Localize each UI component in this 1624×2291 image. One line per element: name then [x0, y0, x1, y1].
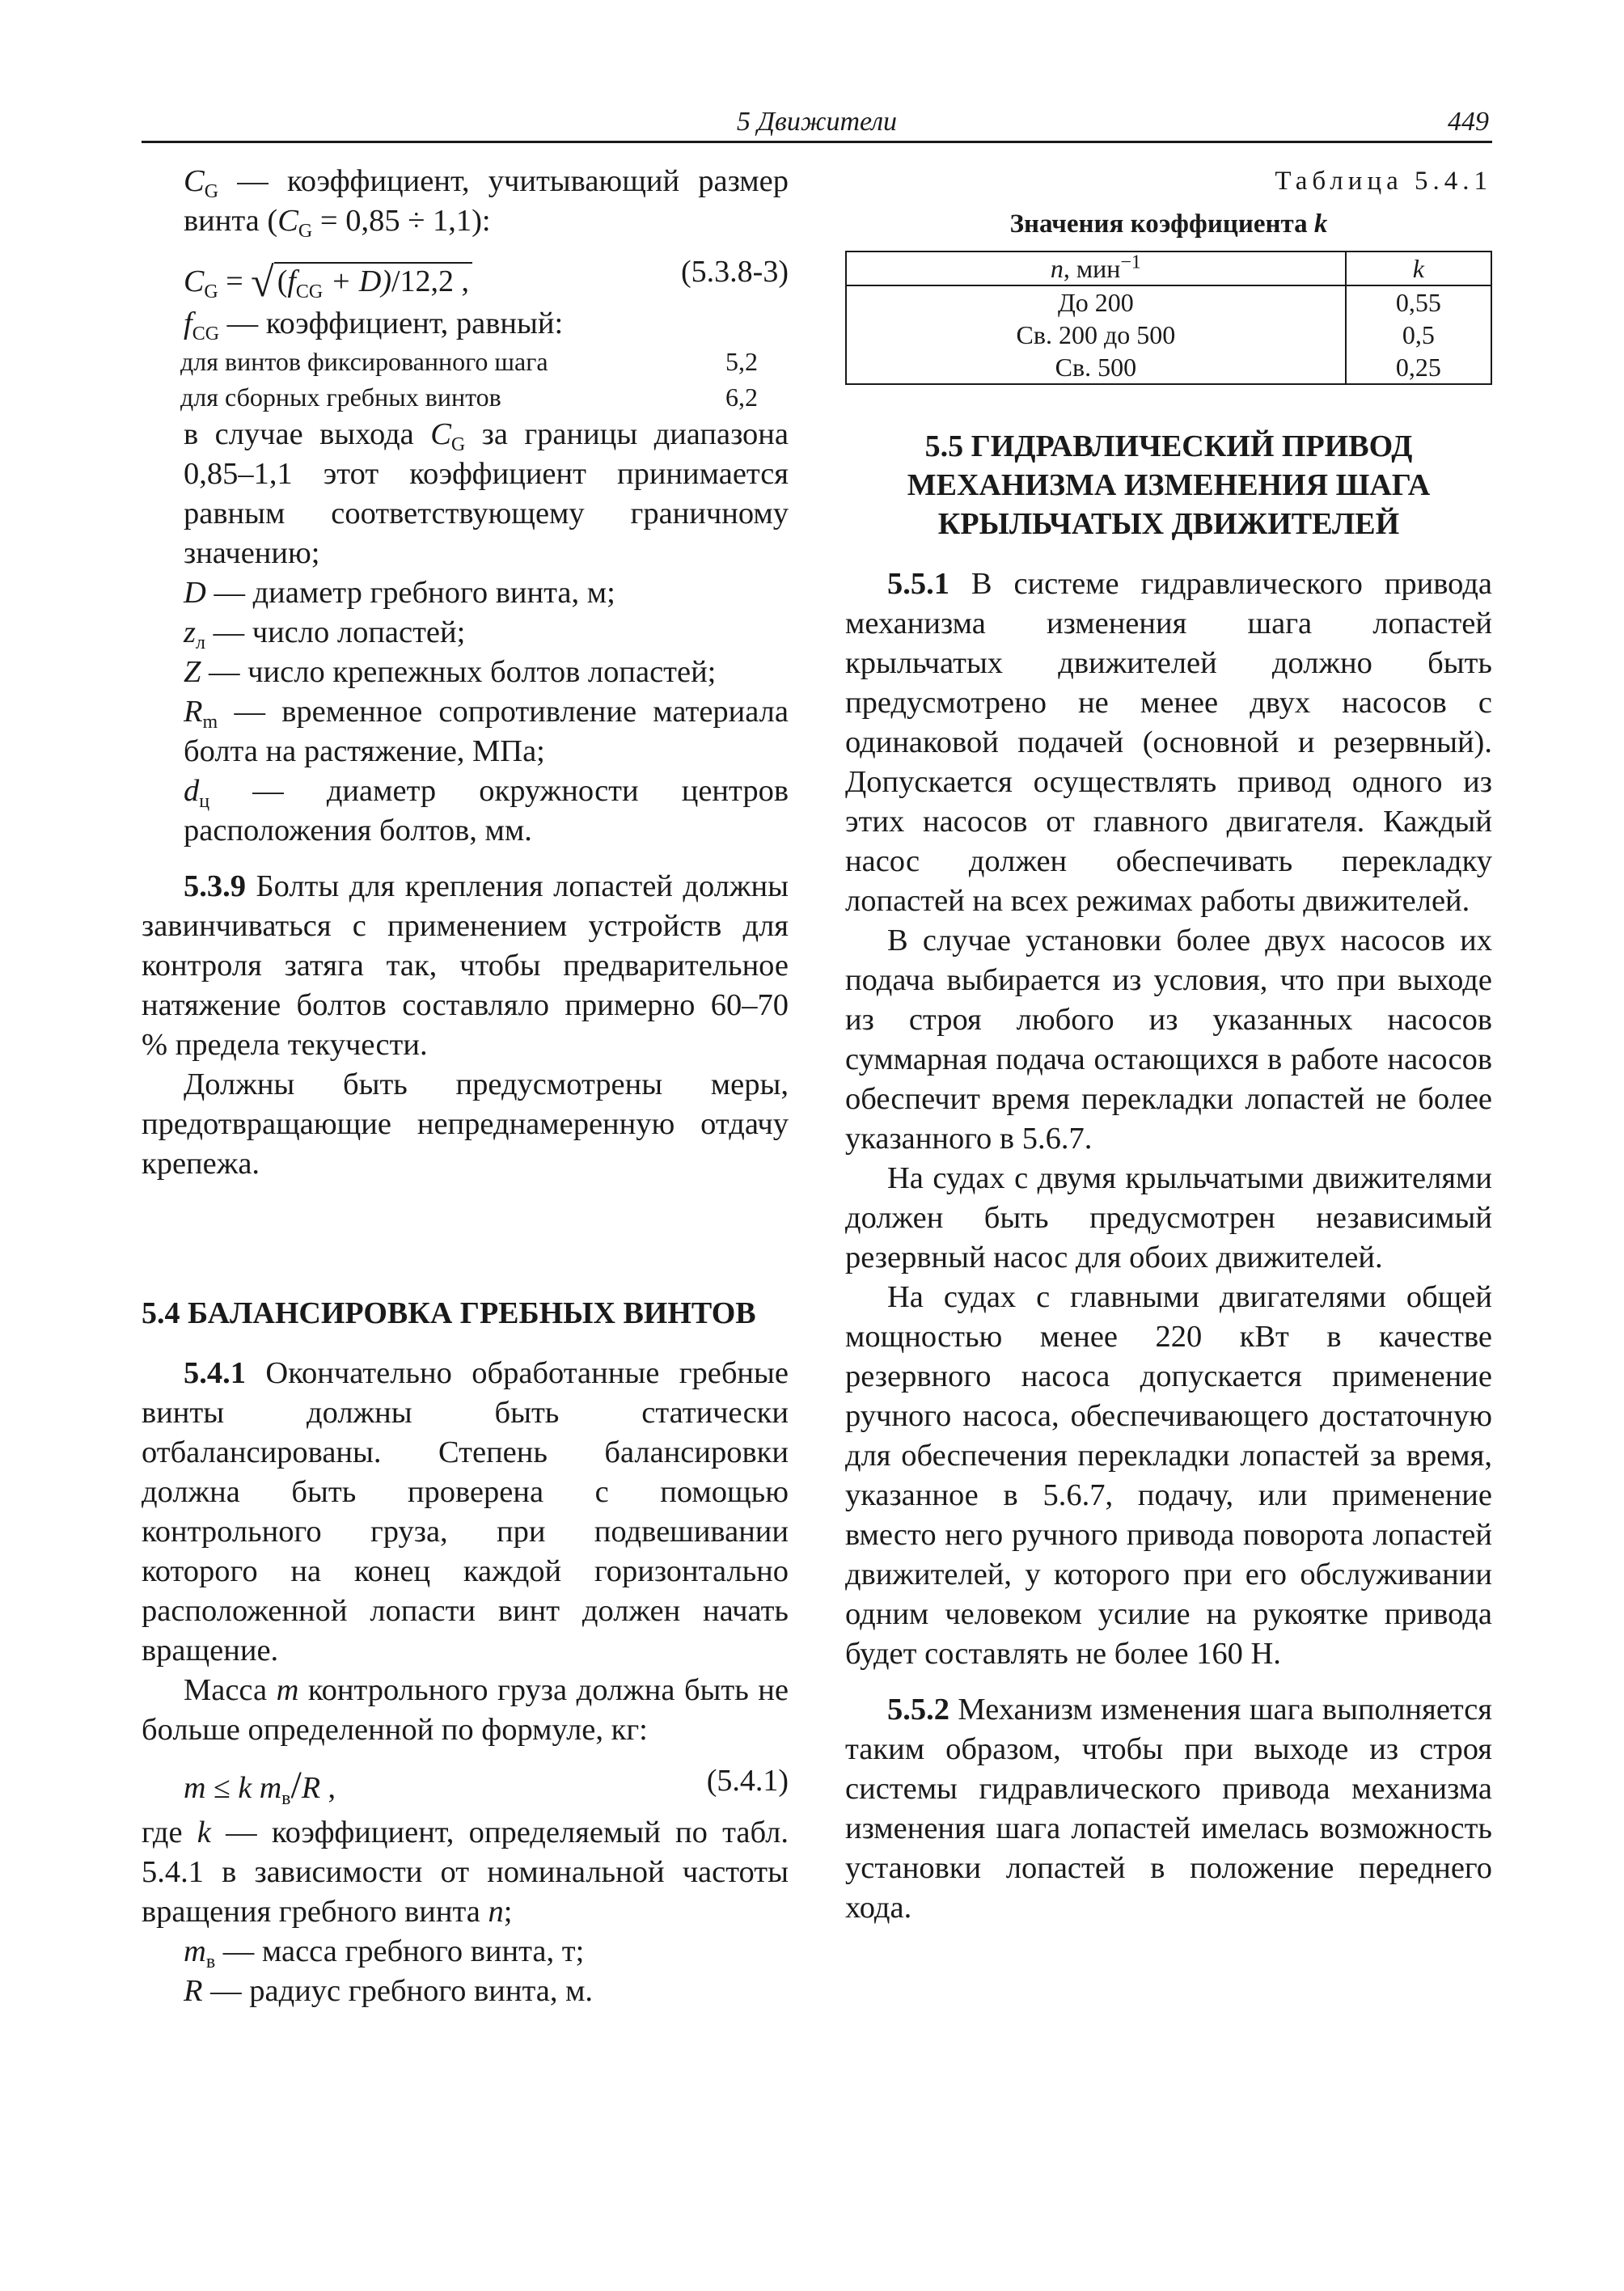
formula-body: m ≤ k $m_в/R$ ,: [184, 1764, 336, 1809]
header-n: n, мин$^{-1}$: [846, 252, 1346, 285]
coefficient-table: [845, 251, 1492, 385]
table-row: [846, 351, 1491, 384]
formula-5-4-1: [142, 1755, 789, 1807]
var-D: D — диаметр гребного винта, м;: [184, 576, 615, 610]
var-d: $d_ц$ — диаметр окружности центров расположения болтов, мм.: [184, 774, 789, 848]
paragraph-5-4-1: 5.4.1 Окончательно обработанные гребные винты должны быть статически отбалансированы. Степень балансировки должна быть проверена с помощью контрольного груза, при подвешивании которого на конец каждой горизонтально расположенной лопасти винт должен начать вращение.: [142, 1356, 789, 1668]
paragraph-5-3-9-b: Должны быть предусмотрены меры, предотвращающие непреднамеренную отдачу крепежа.: [142, 1067, 789, 1181]
paragraph-5-5-1: 5.5.1 В системе гидравлического привода механизма изменения шага лопастей крыльчатых движителей должно быть предусмотрено не менее двух насосов с одинаковой подачей (основной и резервный). Допускается осуществлять привод одного из этих насосов от главного двигателя. Каждый насос должен обеспечивать перекладку лопастей на всех режимах работы движителей.: [845, 567, 1492, 918]
var-z: $z_л$ — число лопастей;: [184, 615, 466, 653]
fcg-row-built: для сборных гребных винтов 6,2: [180, 383, 758, 412]
var-mv: $m_в$ — масса гребного винта, т;: [184, 1934, 585, 1972]
page-header: [142, 104, 1492, 143]
fcg-definition: $f_{CG}$ — коэффициент, равный:: [184, 306, 564, 344]
paragraph-5-5-1-d: На судах с главными двигателями общей мощностью менее 220 кВт в качестве резервного насоса допускается применение ручного насоса, обеспечивающего достаточную для обеспечения перекладки лопастей за время, указанное в 5.6.7, подачу, или применение вместо него ручного привода поворота лопастей движителей, у которого при его обслуживании одним человеком усилие на рукоятке привода будет составлять не более 160 Н.: [845, 1280, 1492, 1671]
table-header-row: [846, 252, 1491, 285]
cell-n: Св. 200 до 500: [846, 319, 1346, 351]
formula-number: (5.3.8-3): [681, 255, 789, 289]
sqrt-symbol: √: [251, 260, 274, 306]
cell-k: 0,5: [1346, 319, 1491, 351]
header-k: k: [1346, 252, 1491, 285]
paragraph-5-5-1-c: На судах с двумя крыльчатыми движителями должен быть предусмотрен независимый резервный насос для обоих движителей.: [845, 1161, 1492, 1274]
cg-range-note: в случае выхода $C_G$ за границы диапазона 0,85–1,1 этот коэффициент принимается равным соответствующему граничному значению;: [184, 417, 789, 570]
left-column: [142, 162, 789, 2011]
paragraph-5-3-9: 5.3.9 Болты для крепления лопастей должны завинчиваться с применением устройств для контроля затяга так, чтобы предварительное натяжение болтов составляло примерно 60–70 % предела текучести.: [142, 869, 789, 1062]
heading-line: КРЫЛЬЧАТЫХ ДВИЖИТЕЛЕЙ: [937, 507, 1400, 541]
var-Rm: $R_m$ — временное сопротивление материала болта на растяжение, МПа;: [184, 695, 789, 768]
table-title: Значения коэффициента k: [1009, 209, 1328, 239]
running-title: 5 Движители: [736, 107, 898, 137]
heading-line: МЕХАНИЗМА ИЗМЕНЕНИЯ ШАГА: [907, 468, 1431, 502]
paragraph-5-5-2: 5.5.2 Механизм изменения шага выполняется таким образом, чтобы при выходе из строя системы гидравлического привода механизма изменения шага лопастей имелась возможность установки лопастей в положение переднего хода.: [845, 1693, 1492, 1925]
right-column: [845, 162, 1492, 1928]
cell-k: 0,25: [1346, 351, 1491, 384]
var-Z: Z — число крепежных болтов лопастей;: [184, 655, 717, 689]
table-row: [846, 319, 1491, 351]
section-5-4-heading: 5.4 БАЛАНСИРОВКА ГРЕБНЫХ ВИНТОВ: [142, 1296, 756, 1330]
section-5-5-heading: [845, 427, 1492, 543]
formula-number: (5.4.1): [706, 1764, 789, 1798]
heading-line: 5.5 ГИДРАВЛИЧЕСКИЙ ПРИВОД: [924, 429, 1413, 463]
cell-n: До 200: [846, 285, 1346, 319]
page-number: 449: [1448, 107, 1489, 137]
var-R: R — радиус гребного винта, м.: [184, 1974, 594, 2008]
table-row: [846, 285, 1491, 319]
paragraph-mass: Масса m контрольного груза должна быть не больше определенной по формуле, кг:: [142, 1673, 789, 1747]
table-label: Таблица 5.4.1: [1275, 167, 1492, 196]
where-k: где k — коэффициент, определяемый по табл. 5.4.1 в зависимости от номинальной частоты вращения гребного винта n;: [142, 1815, 789, 1929]
paragraph-5-5-1-b: В случае установки более двух насосов их подача выбирается из условия, что при выходе из строя любого из указанных насосов суммарная подача остающихся в работе насосов обеспечит время перекладки лопастей не более указанного в 5.6.7.: [845, 924, 1492, 1156]
formula-body: $C_G$ = √ $(f_{CG} + D)/12,2$ ,: [184, 254, 472, 302]
formula-5-3-8-3: [142, 246, 789, 306]
cg-definition: $C_G$ — коэффициент, учитывающий размер винта $(C_G = 0,85 \div 1,1)$:: [184, 164, 789, 242]
cell-k: 0,55: [1346, 285, 1491, 319]
fcg-row-fixed: для винтов фиксированного шага 5,2: [180, 347, 758, 376]
cell-n: Св. 500: [846, 351, 1346, 384]
